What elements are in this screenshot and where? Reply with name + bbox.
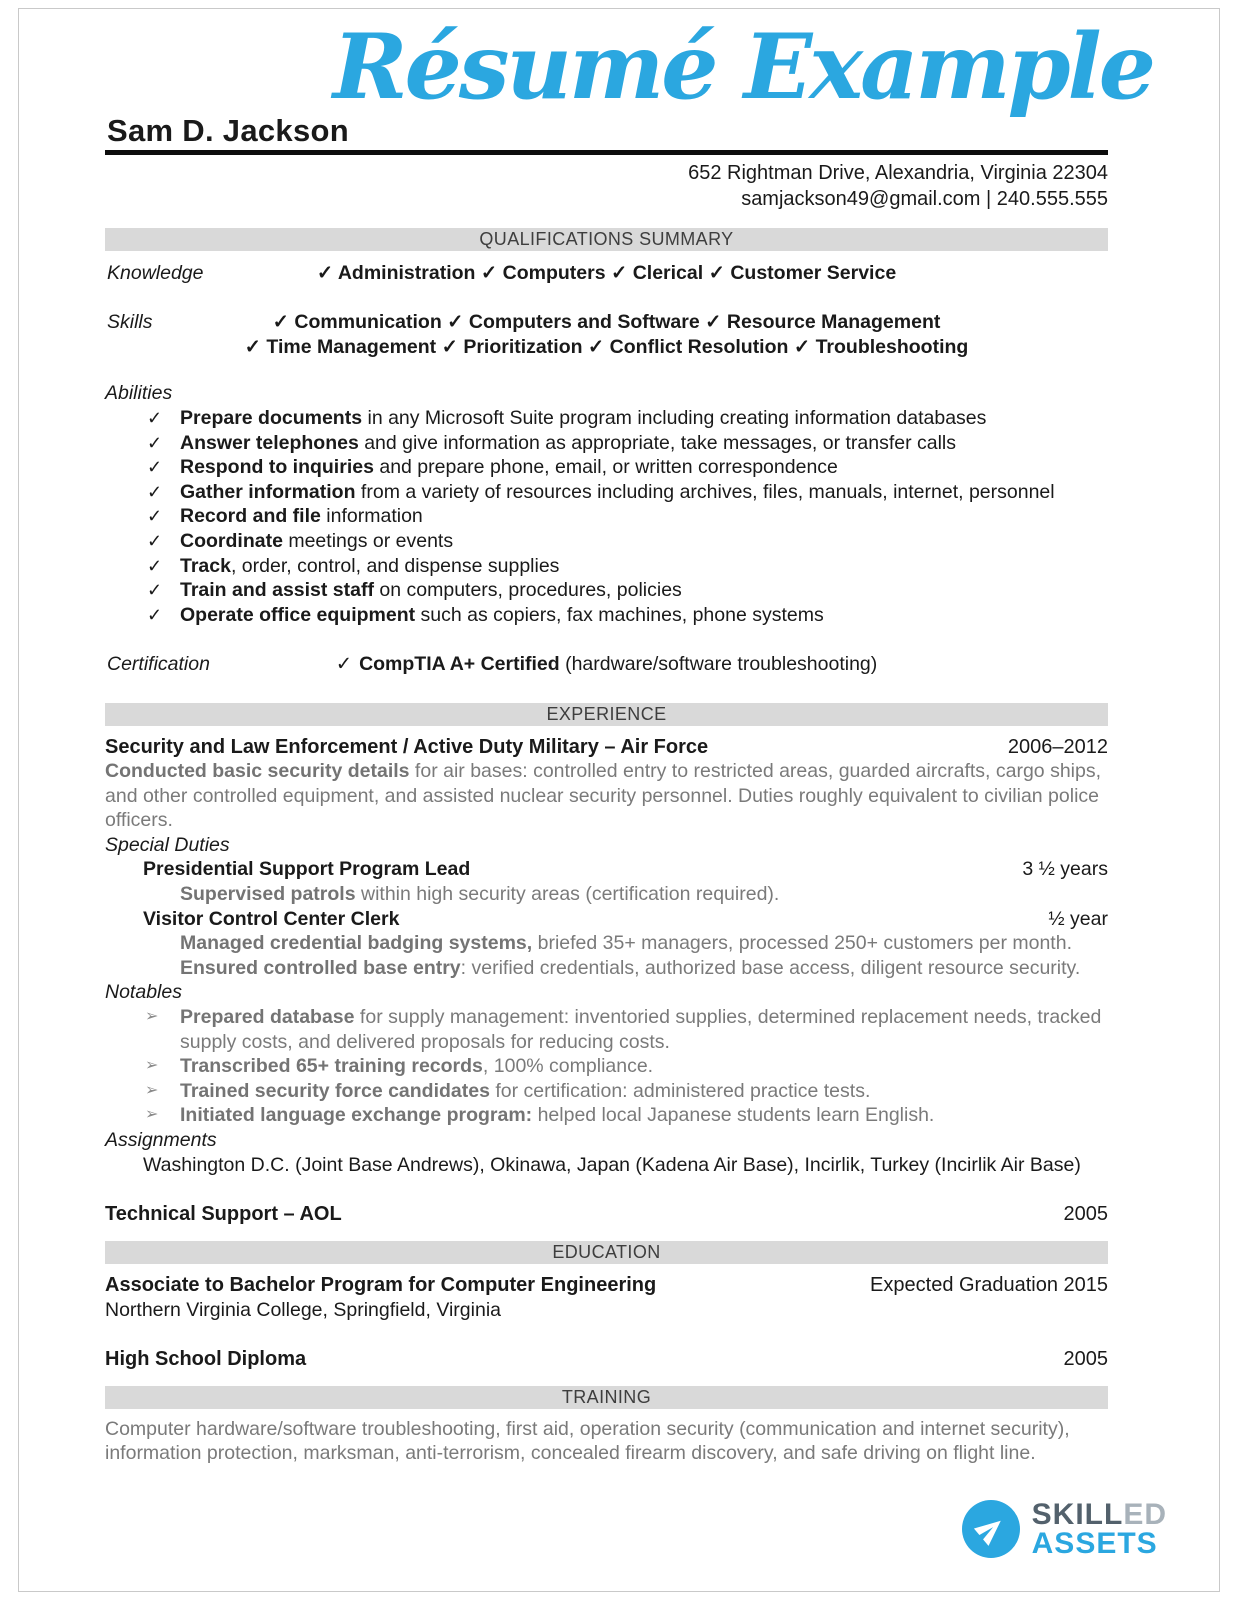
degree-date: 2005 (1063, 1348, 1108, 1371)
skills-line: ✓ Communication ✓ Computers and Software ✓ Resource Management (272, 311, 941, 334)
notable-item (105, 1054, 1108, 1079)
brand-line-assets: ASSETS (1031, 1527, 1158, 1560)
ability-text (180, 481, 1055, 503)
certification-name: CompTIA A+ Certified (359, 652, 560, 675)
notable-lead: Trained security force candidates (180, 1079, 490, 1102)
ability-item (105, 504, 1108, 529)
section-training-header (105, 1386, 1108, 1409)
ability-text (180, 555, 559, 577)
skills-row (105, 310, 1108, 359)
notable-text (180, 1104, 934, 1126)
knowledge-row (105, 261, 1108, 286)
check-icon: ✓ (147, 481, 163, 502)
degree-date: Expected Graduation 2015 (870, 1274, 1108, 1297)
degree-heading (105, 1347, 1108, 1372)
duty-detail-lead: Managed credential badging systems, (180, 932, 533, 955)
ability-rest: and give information as appropriate, take messages, or transfer calls (358, 431, 957, 454)
duty-detail-rest: briefed 35+ managers, processed 250+ customers per month. (532, 932, 1072, 955)
ability-item (105, 529, 1108, 554)
certification-detail: (hardware/software troubleshooting) (559, 652, 878, 675)
knowledge-label: Knowledge (107, 262, 204, 284)
ability-rest: and prepare phone, email, or written correspondence (373, 456, 838, 479)
ability-text (180, 432, 956, 454)
page-content (105, 0, 1153, 1466)
contact-line: samjackson49@gmail.com | 240.555.555 (741, 188, 1108, 210)
ability-rest: on computers, procedures, policies (373, 579, 682, 602)
check-icon: ✓ (147, 506, 163, 527)
job-summary-rest: for air bases: controlled entry to restricted areas, guarded aircrafts, cargo ships, and other controlled equipment, and assisted nuclear security personnel. Duties roughly equivalent to civilian police officers. (105, 760, 1102, 832)
duty-heading (105, 907, 1108, 932)
ability-item (105, 603, 1108, 628)
duty-heading (105, 857, 1108, 882)
ability-item (105, 554, 1108, 579)
section-title: EDUCATION (552, 1242, 661, 1263)
special-duties-label: Special Duties (105, 833, 230, 856)
certification-row (105, 652, 1108, 677)
ability-lead: Coordinate (180, 529, 283, 552)
notable-rest: for supply management: inventoried supplies, determined replacement needs, tracked supply costs, and delivered proposals for reducing costs. (180, 1006, 1102, 1053)
section-experience-header (105, 703, 1108, 726)
job-dates: 2005 (1063, 1202, 1108, 1225)
degree-title: Associate to Bachelor Program for Computer Engineering (105, 1274, 657, 1297)
ability-text (180, 579, 682, 601)
check-icon: ✓ (147, 530, 163, 551)
notable-item (105, 1005, 1108, 1054)
ability-rest: information (320, 505, 423, 528)
ability-lead: Record and file (180, 505, 321, 528)
degree-title: High School Diploma (105, 1348, 307, 1371)
knowledge-items: ✓ Administration ✓ Computers ✓ Clerical ✓ Customer Service (316, 262, 897, 284)
section-education-header (105, 1241, 1108, 1264)
assignments-label: Assignments (105, 1129, 217, 1151)
abilities-list (105, 406, 1108, 627)
check-icon: ✓ (147, 407, 163, 428)
candidate-name: Sam D. Jackson (107, 113, 349, 148)
check-icon: ✓ (147, 580, 163, 601)
check-icon: ✓ (147, 555, 163, 576)
ability-item (105, 406, 1108, 431)
ability-lead: Gather information (180, 480, 356, 503)
duty-duration: ½ year (1048, 907, 1108, 930)
notable-rest: for certification: administered practice tests. (489, 1079, 871, 1102)
training-text: Computer hardware/software troubleshooting, first aid, operation security (communication and internet security), information protection, marksman, anti-terrorism, concealed firearm discovery, and safe driving on flight line. (105, 1417, 1070, 1465)
ability-text (180, 407, 986, 429)
ability-text (180, 505, 423, 527)
duty-detail (105, 931, 1108, 956)
arrow-icon: ➢ (145, 1081, 159, 1099)
arrow-icon: ➢ (145, 1057, 159, 1075)
ability-item (105, 578, 1108, 603)
header (105, 0, 1153, 148)
notable-lead: Transcribed 65+ training records (180, 1055, 483, 1078)
ability-rest: from a variety of resources including archives, files, manuals, internet, personnel (355, 480, 1055, 503)
brand-logo (962, 1500, 1167, 1558)
job-heading (105, 1202, 1108, 1227)
certification-text (105, 652, 1108, 677)
check-icon: ✓ (147, 457, 163, 478)
ability-text (180, 530, 453, 552)
notable-text (180, 1080, 870, 1102)
arrow-icon: ➢ (145, 1106, 159, 1124)
notable-text (180, 1006, 1101, 1053)
notable-item (105, 1079, 1108, 1104)
abilities-label: Abilities (105, 382, 173, 405)
check-icon: ✓ (147, 432, 163, 453)
ability-text (180, 604, 824, 626)
watermark-title: Résumé Example (332, 14, 1153, 120)
skills-items (105, 310, 1108, 359)
skills-line: ✓ Time Management ✓ Prioritization ✓ Conflict Resolution ✓ Troubleshooting (244, 335, 969, 358)
paper-plane-icon (962, 1500, 1020, 1558)
ability-lead: Prepare documents (180, 406, 363, 429)
ability-item (105, 455, 1108, 480)
job-title: Security and Law Enforcement / Active Duty Military – Air Force (105, 735, 709, 758)
ability-item (105, 431, 1108, 456)
job-dates: 2006–2012 (1007, 735, 1108, 758)
duty-detail-rest: within high security areas (certification required). (355, 883, 780, 906)
duty-detail (105, 956, 1108, 981)
job-summary-lead: Conducted basic security details (105, 760, 410, 783)
job-title: Technical Support – AOL (105, 1202, 342, 1225)
notable-item (105, 1103, 1108, 1128)
ability-lead: Answer telephones (180, 431, 359, 454)
school-name: Northern Virginia College, Springfield, Virginia (105, 1298, 501, 1321)
check-icon: ✓ (147, 604, 163, 625)
ability-rest: meetings or events (282, 529, 454, 552)
ability-rest: , order, control, and dispense supplies (230, 554, 560, 577)
ability-item (105, 480, 1108, 505)
brand-line-skilled (1032, 1500, 1167, 1529)
duty-title: Visitor Control Center Clerk (143, 907, 400, 930)
ability-rest: in any Microsoft Suite program including creating information databases (362, 406, 987, 429)
degree-heading (105, 1273, 1108, 1298)
ability-lead: Respond to inquiries (180, 456, 374, 479)
notables-label: Notables (105, 981, 182, 1004)
certification-label: Certification (107, 652, 210, 675)
ability-rest: such as copiers, fax machines, phone systems (415, 603, 824, 626)
duty-duration: 3 ½ years (1022, 858, 1108, 881)
brand-skill: SKILL (1031, 1498, 1124, 1531)
contact-block (105, 160, 1108, 212)
job-summary (105, 759, 1108, 833)
notable-lead: Initiated language exchange program: (180, 1104, 533, 1127)
notable-rest: helped local Japanese students learn English. (532, 1104, 935, 1127)
duty-detail-rest: : verified credentials, authorized base access, diligent resource security. (460, 956, 1081, 979)
brand-text (1032, 1500, 1167, 1558)
duty-detail-lead: Supervised patrols (180, 883, 356, 906)
duty-detail (105, 882, 1108, 907)
notable-text (180, 1055, 653, 1077)
duty-title: Presidential Support Program Lead (143, 858, 471, 881)
ability-text (180, 456, 838, 478)
assignments-text: Washington D.C. (Joint Base Andrews), Okinawa, Japan (Kadena Air Base), Incirlik, Turkey (Incirlik Air Base) (143, 1153, 1081, 1176)
address-line: 652 Rightman Drive, Alexandria, Virginia 22304 (688, 162, 1108, 184)
section-title: EXPERIENCE (546, 703, 667, 724)
job-heading (105, 735, 1108, 760)
notable-lead: Prepared database (180, 1006, 355, 1029)
brand-ed: ED (1123, 1498, 1167, 1531)
notable-rest: , 100% compliance. (482, 1055, 654, 1078)
ability-lead: Operate office equipment (180, 603, 416, 626)
section-title: TRAINING (561, 1386, 652, 1407)
ability-lead: Train and assist staff (180, 579, 374, 602)
check-icon: ✓ (335, 652, 353, 675)
header-divider (105, 150, 1108, 155)
duty-detail-lead: Ensured controlled base entry (180, 956, 461, 979)
skills-label: Skills (107, 311, 153, 334)
ability-lead: Track (180, 554, 231, 577)
arrow-icon: ➢ (145, 1008, 159, 1026)
section-title: QUALIFICATIONS SUMMARY (479, 229, 734, 249)
section-qualifications-header (105, 228, 1108, 251)
